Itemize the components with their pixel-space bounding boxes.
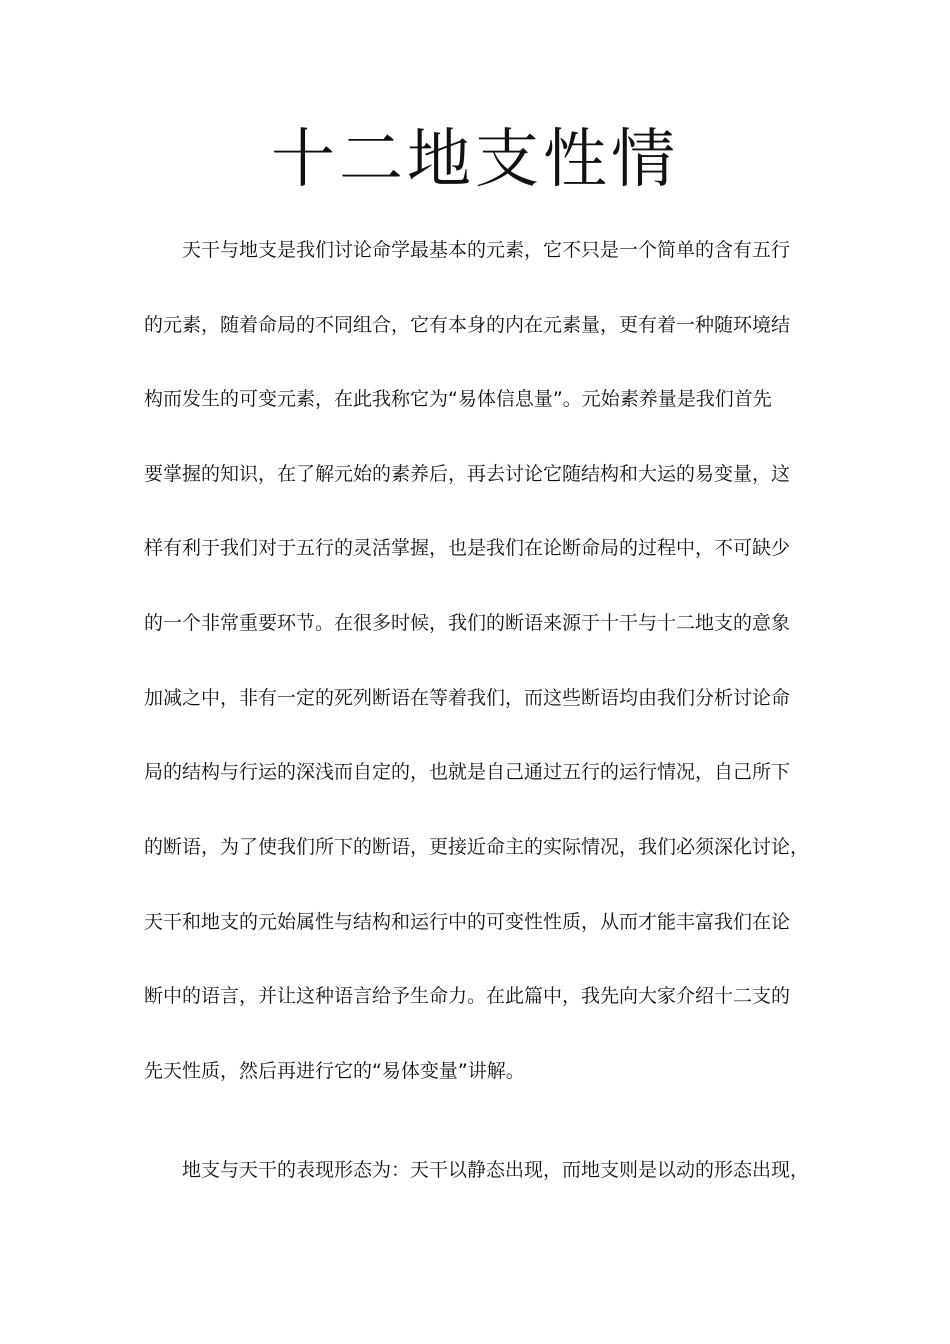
paragraph-1-line-8: 局的结构与行运的深浅而自定的，也就是自己通过五行的运行情况，自己所下 bbox=[144, 761, 791, 783]
paragraph-1-line-11: 断中的语言，并让这种语言给予生命力。在此篇中，我先向大家介绍十二支的 bbox=[144, 985, 791, 1007]
paragraph-1-line-7: 加减之中，非有一定的死列断语在等着我们，而这些断语均由我们分析讨论命 bbox=[144, 687, 791, 709]
paragraph-1-line-9: 的断语，为了使我们所下的断语，更接近命主的实际情况，我们必须深化讨论， bbox=[144, 836, 810, 858]
paragraph-1-line-10: 天干和地支的元始属性与结构和运行中的可变性性质，从而才能丰富我们在论 bbox=[144, 911, 791, 933]
paragraph-1-line-1: 天干与地支是我们讨论命学最基本的元素，它不只是一个简单的含有五行 bbox=[182, 239, 791, 261]
paragraph-1-line-4: 要掌握的知识，在了解元始的素养后，再去讨论它随结构和大运的易变量，这 bbox=[144, 463, 791, 485]
paragraph-2-line-1: 地支与天干的表现形态为：天干以静态出现，而地支则是以动的形态出现， bbox=[182, 1159, 810, 1181]
paragraph-1-line-3: 构而发生的可变元素，在此我称它为“易体信息量”。元始素养量是我们首先 bbox=[144, 388, 772, 410]
paragraph-1-line-2: 的元素，随着命局的不同组合，它有本身的内在元素量，更有着一种随环境结 bbox=[144, 314, 791, 336]
paragraph-1-line-12: 先天性质，然后再进行它的“易体变量”讲解。 bbox=[144, 1060, 525, 1082]
document-title: 十二地支性情 bbox=[271, 123, 679, 197]
paragraph-1-line-6: 的一个非常重要环节。在很多时候，我们的断语来源于十干与十二地支的意象 bbox=[144, 612, 791, 634]
paragraph-1-line-5: 样有利于我们对于五行的灵活掌握，也是我们在论断命局的过程中，不可缺少 bbox=[144, 537, 791, 559]
